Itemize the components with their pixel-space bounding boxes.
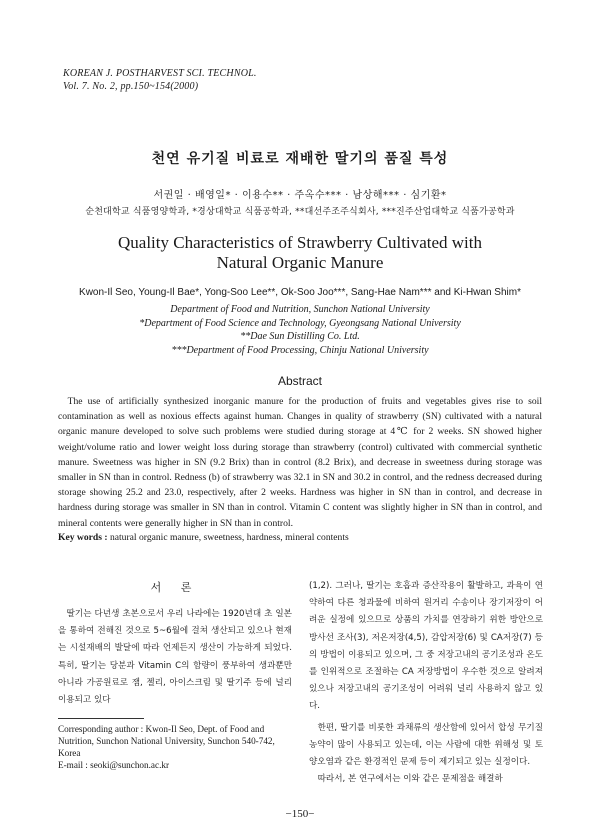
keywords-text: natural organic manure, sweetness, hardness, mineral contents	[107, 532, 349, 543]
author-email: E-mail : seoki@sunchon.ac.kr	[58, 760, 170, 770]
intro-right-column	[309, 578, 543, 788]
intro-right-paragraph-1: (1,2). 그러나, 딸기는 호흡과 증산작용이 활발하고, 과육이 연약하여 다른 청과물에 비하여 원거리 수송이나 장기저장이 어려운 실정에 있으므로 상품의 가치를 연장하기 위한 방안으로 방사선 조사(3), 저온저장(4,5), 감압저장(6) 및 CA저장(7) 등의 방법이 이용되고 있으며, 그 중 저장고내의 공기조성과 온도를 인위적으로 조절하는 CA 저장방법이 우수한 것으로 알려져 있으나 저장고내의 공기조성이 어려워 널리 사용하지 않고 있다.	[309, 581, 543, 712]
english-authors: Kwon-Il Seo, Young-Il Bae*, Yong-Soo Lee**, Ok-Soo Joo***, Sang-Hae Nam*** and Ki-Hwan Shim*	[79, 287, 521, 298]
intro-right-paragraph-2: 한편, 딸기를 비롯한 과채류의 생산함에 있어서 합성 무기질 농약이 많이 사용되고 있는데, 이는 사람에 대한 위해성 및 토양오염과 같은 환경적인 문제 등이 제기되고 있는 실정이다.	[309, 722, 543, 768]
korean-authors: 서권일 · 배영일* · 이용수** · 주옥수*** · 남상해*** · 심기환*	[153, 190, 447, 201]
journal-volume: Vol. 7. No. 2, pp.150~154(2000)	[63, 81, 199, 92]
journal-name: KOREAN J. POSTHARVEST SCI. TECHNOL.	[63, 68, 257, 79]
affiliation-4: ***Department of Food Processing, Chinju National University	[171, 344, 429, 356]
affiliation-2: *Department of Food Science and Technology, Gyeongsang National University	[139, 317, 461, 329]
abstract-heading: Abstract	[277, 374, 322, 388]
english-title-line1: Quality Characteristics of Strawberry Cultivated with	[118, 233, 482, 252]
affiliation-3: **Dae Sun Distilling Co. Ltd.	[240, 331, 360, 342]
journal-header	[63, 67, 257, 93]
english-title	[0, 233, 600, 273]
keywords-label: Key words :	[58, 532, 108, 543]
abstract-text: The use of artificially synthesized inorganic manure for the production of fruits and vegetables gives rise to soil contamination as well as noxious effects against human. Changes in quality of strawberry (SN) cultivated with a natural organic manure developed to solve such problems were studied during storage at 4℃ for 2 weeks. SN showed higher weight/volume ratio and lower weight loss during storage than strawberry (control) cultivated with commercial synthetic manure. Sweetness was higher in SN (9.2 Brix) than in control (8.2 Brix), and decrease in sweetness during storage was smaller in SN than in control. Redness (b) of strawberry was 32.1 in SN and 30.2 in control, and the redness decreased during storage showing 25.2 and 23.0, respectively, after 2 weeks. Hardness was higher in SN than in control, and decrease in hardness during storage was smaller in SN than in control. Vitamin C content was slightly higher in SN than in control, and mineral contents were generally higher in SN than in control.	[58, 396, 542, 529]
corresponding-author: Corresponding author : Kwon-Il Seo, Dept. of Food and Nutrition, Sunchon National University, Sunchon 540-742, Korea	[58, 724, 275, 758]
keywords	[58, 532, 349, 543]
english-title-line2: Natural Organic Manure	[216, 253, 384, 272]
page-number: −150−	[285, 808, 315, 820]
korean-affiliations: 순천대학교 식품영양학과, *경상대학교 식품공학과, **대선주조주식회사, ***진주산업대학교 식품가공학과	[85, 207, 515, 217]
intro-heading: 서 론	[150, 581, 200, 594]
intro-right-paragraph-3: 따라서, 본 연구에서는 이와 같은 문제점을 해결하	[317, 774, 503, 785]
english-affiliations	[0, 303, 600, 357]
korean-title: 천연 유기질 비료로 재배한 딸기의 품질 특성	[151, 151, 449, 167]
affiliation-1: Department of Food and Nutrition, Sunchon National University	[170, 304, 430, 315]
footnote	[58, 723, 298, 771]
footnote-rule	[58, 718, 144, 719]
intro-left-paragraph: 딸기는 다년생 초본으로서 우리 나라에는 1920년대 초 일본을 통하여 전해진 것으로 5~6월에 걸쳐 생산되고 있으나 현재는 시설재배의 발달에 따라 언제든지 생산이 가능하게 되었다. 특히, 딸기는 당분과 Vitamin C의 함량이 풍부하여 생과뿐만 아니라 가공원료로 잼, 젤리, 아이스크림 및 딸기주 등에 널리 이용되고 있다	[58, 609, 292, 706]
